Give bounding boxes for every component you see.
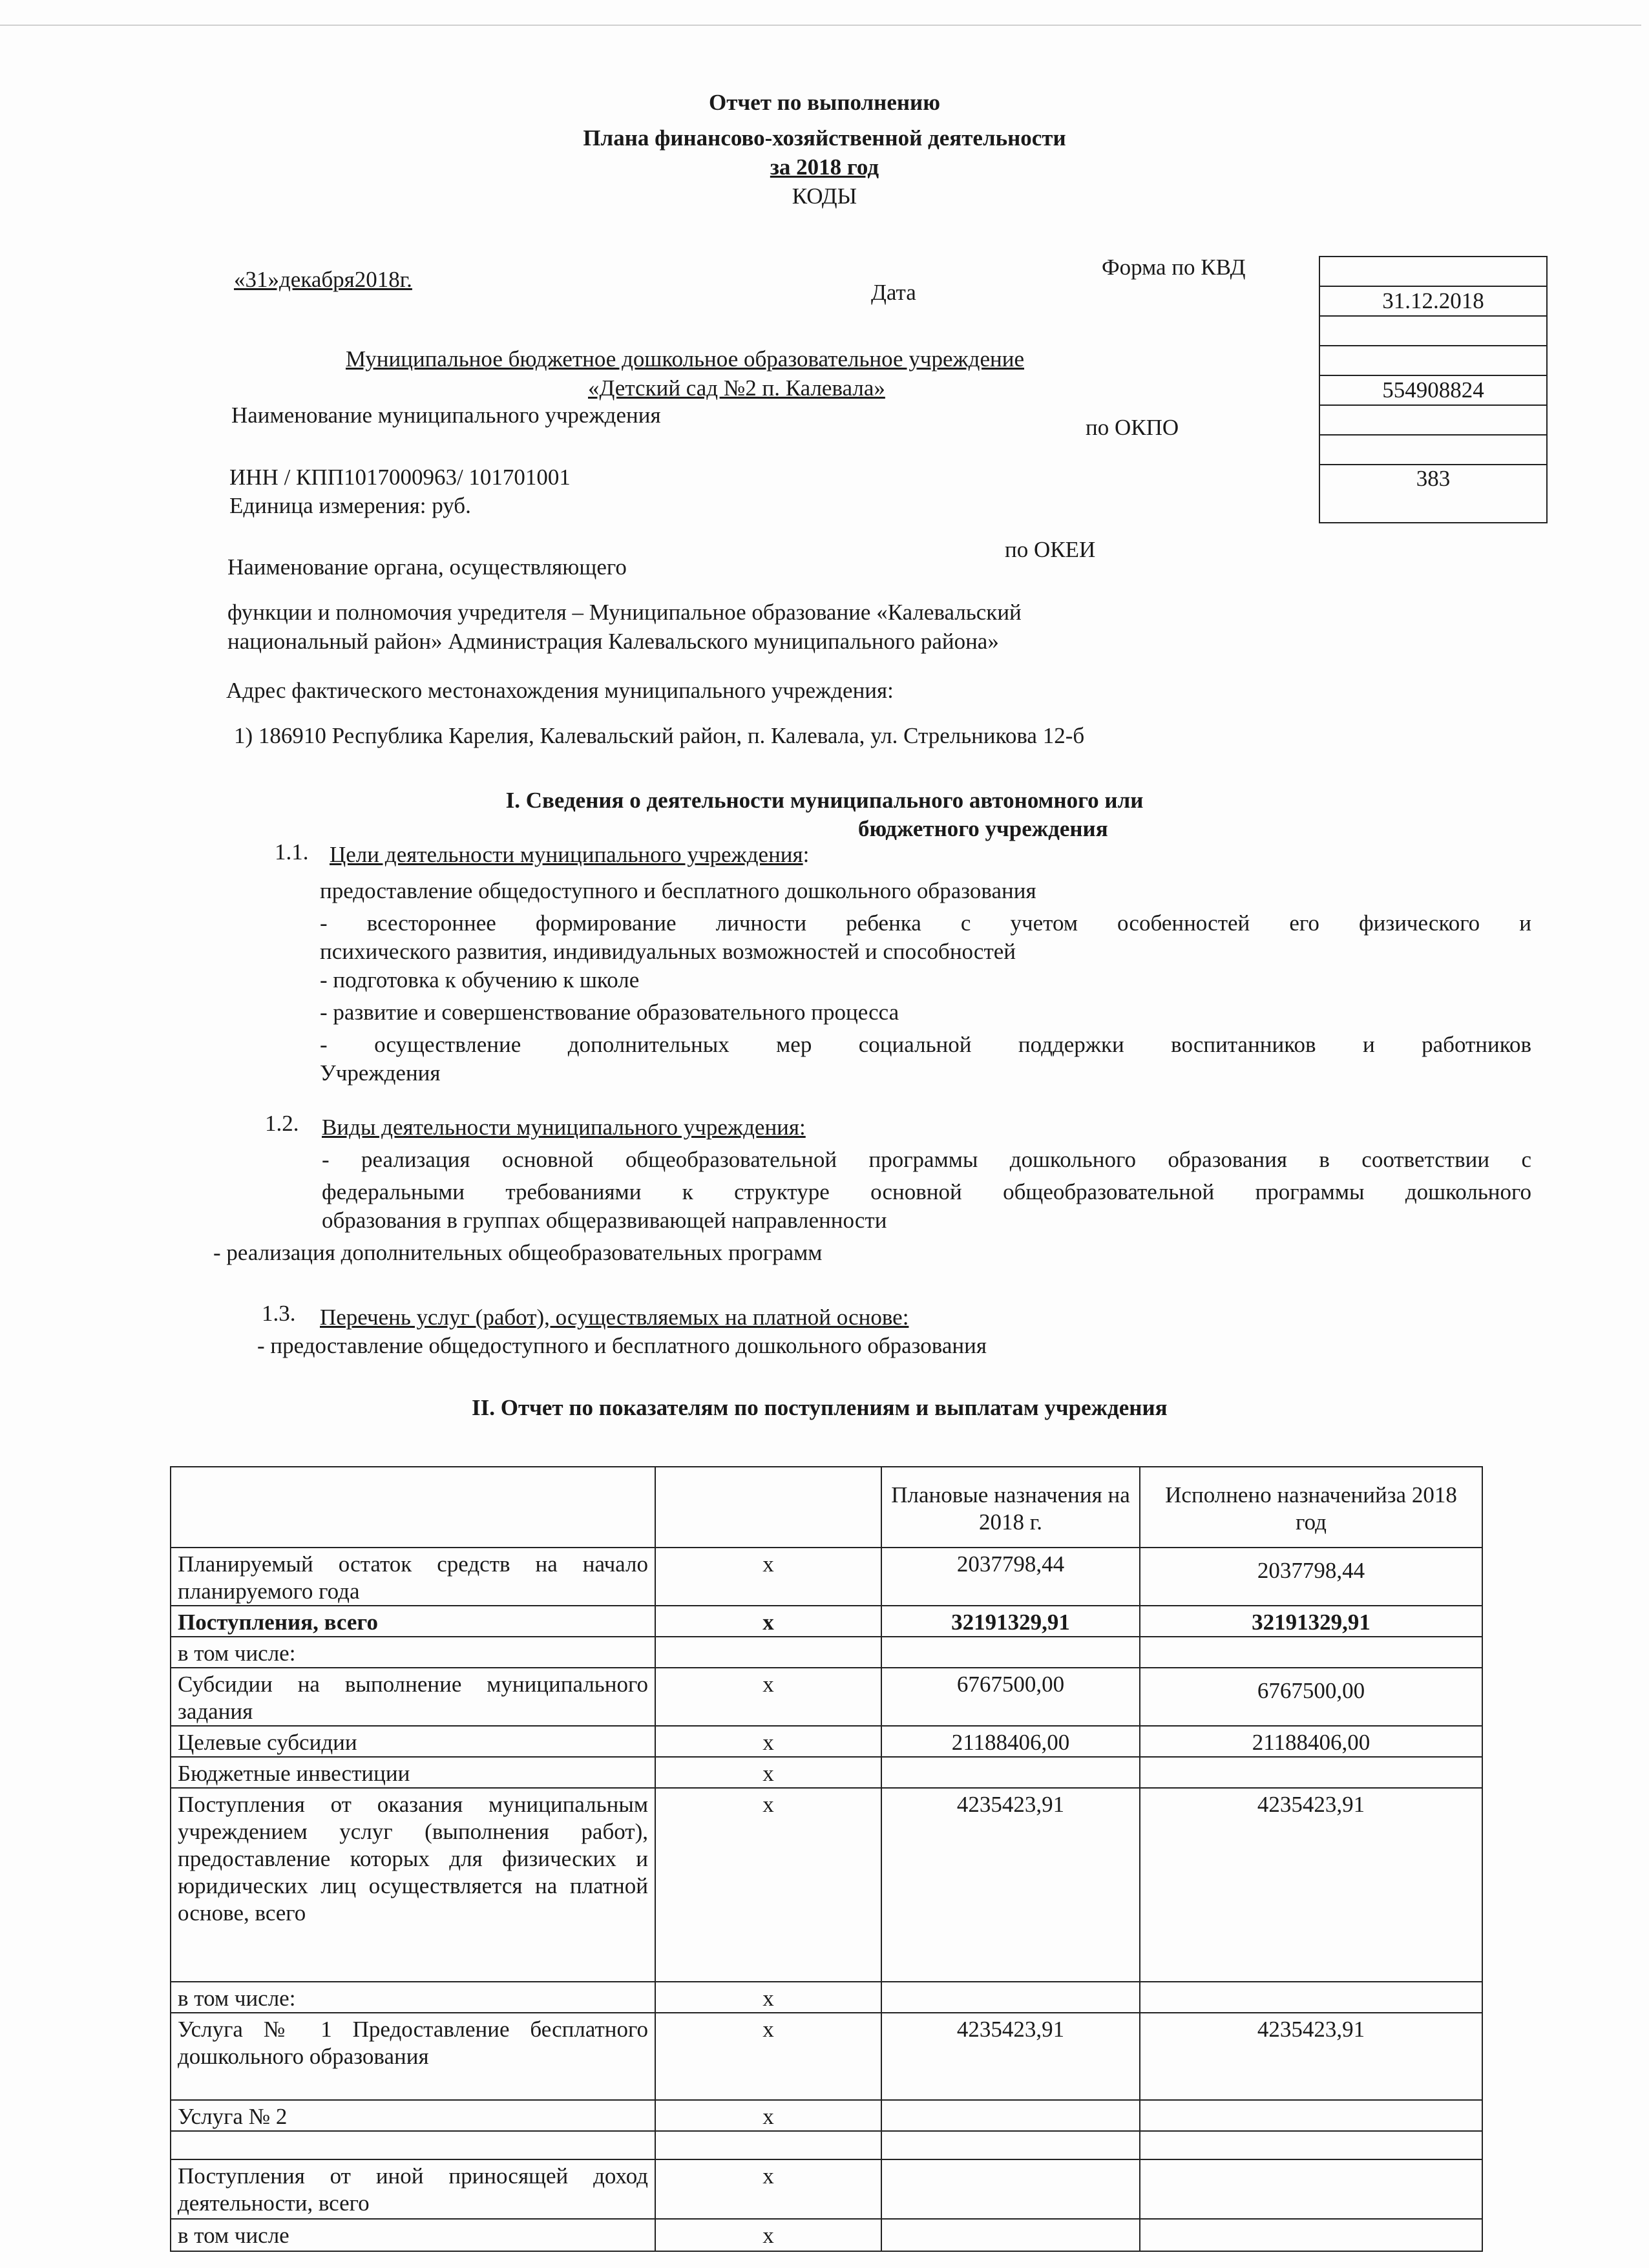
row-code: x [655,2013,881,2100]
row-plan [881,2131,1140,2159]
goal-item: - подготовка к обучению к школе [320,967,640,992]
row-done [1140,2219,1482,2251]
row-code: x [655,2219,881,2251]
codes-cell [1319,346,1547,375]
row-code: x [655,1982,881,2013]
row-done: 4235423,91 [1140,2013,1482,2100]
codes-cell-okpo: 554908824 [1319,375,1547,405]
codes-cell-okei: 383 [1319,465,1547,523]
report-title-line1: Отчет по выполнению [709,90,940,115]
form-kvd-label: Форма по КВД [1102,255,1246,280]
row-label: Услуга № 1 Предоставление бесплатного дошкольного образования [171,2013,655,2100]
row-plan: 21188406,00 [881,1726,1140,1757]
row-done: 21188406,00 [1140,1726,1482,1757]
header-cell-plan: Плановые назначения на 2018 г. [881,1467,1140,1548]
okei-label: по ОКЕИ [1005,537,1096,562]
table-row [171,2100,1482,2131]
row-plan [881,2219,1140,2251]
row-plan [881,1982,1140,2013]
row-done [1140,2100,1482,2131]
header-cell-code [655,1467,881,1548]
codes-cell [1319,405,1547,435]
table-row [171,1788,1482,1982]
row-plan: 32191329,91 [881,1606,1140,1637]
section-1-3-title: Перечень услуг (работ), осуществляемых на платной основе: [320,1305,909,1330]
table-row [171,1548,1482,1606]
row-label: Бюджетные инвестиции [171,1757,655,1788]
scan-edge-line [0,25,1641,26]
row-code: x [655,1757,881,1788]
row-code: x [655,1668,881,1726]
row-code: x [655,2159,881,2219]
section1-title-line1: I. Сведения о деятельности муниципального автономного или [505,788,1144,813]
codes-cell [1319,435,1547,465]
section-1-3-number: 1.3. [262,1301,296,1326]
row-done: 6767500,00 [1140,1668,1482,1726]
row-label [171,2131,655,2159]
row-label: Услуга № 2 [171,2100,655,2131]
table-row [171,2159,1482,2219]
codes-cell [1319,316,1547,346]
report-title-line2: Плана финансово-хозяйственной деятельности [583,125,1066,151]
founder-line3: национальный район» Администрация Калевальского муниципального района» [227,629,999,654]
inn-kpp: ИНН / КПП1017000963/ 101701001 [229,465,571,490]
header-cell-done: Исполнено назначенийза 2018 год [1140,1467,1482,1548]
row-done [1140,2131,1482,2159]
address-value: 1) 186910 Республика Карелия, Калевальский район, п. Калевала, ул. Стрельникова 12-б [234,723,1085,748]
row-label: в том числе: [171,1982,655,2013]
table-row [171,1668,1482,1726]
table-row [171,2219,1482,2251]
row-code: x [655,1788,881,1982]
codes-heading: КОДЫ [792,184,857,209]
section-1-2-title: Виды деятельности муниципального учреждения: [322,1115,806,1140]
row-label: Поступления от иной приносящей доход деятельности, всего [171,2159,655,2219]
row-label: Целевые субсидии [171,1726,655,1757]
row-code: x [655,1548,881,1606]
table-row [171,1637,1482,1668]
row-done [1140,1637,1482,1668]
table-header-row [171,1467,1482,1548]
row-done [1140,2159,1482,2219]
row-label: Планируемый остаток средств на начало планируемого года [171,1548,655,1606]
activity-item: образования в группах общеразвивающей направленности [322,1208,887,1233]
goal-item: - всестороннее формирование личности ребенка с учетом особенностей его физического и [320,910,1531,936]
row-done: 32191329,91 [1140,1606,1482,1637]
paid-service-item: - предоставление общедоступного и бесплатного дошкольного образования [257,1333,987,1358]
table-row [171,1982,1482,2013]
row-label: Поступления от оказания муниципальным учреждением услуг (выполнения работ), предоставление которых для физических и юридических лиц осуществляется на платной основе, всего [171,1788,655,1982]
founder-line2: функции и полномочия учредителя – Муниципальное образование «Калевальский [227,600,1022,625]
address-label: Адрес фактического местонахождения муниципального учреждения: [226,678,894,703]
row-plan [881,1757,1140,1788]
goal-item: предоставление общедоступного и бесплатного дошкольного образования [320,878,1036,903]
row-plan [881,2100,1140,2131]
table-row [171,2013,1482,2100]
row-label: в том числе [171,2219,655,2251]
founder-label-line1: Наименование органа, осуществляющего [227,554,627,580]
institution-name-line2: «Детский сад №2 п. Калевала» [588,375,885,401]
row-plan: 2037798,44 [881,1548,1140,1606]
table-row [171,1757,1482,1788]
header-cell-indicator [171,1467,655,1548]
row-code: x [655,1726,881,1757]
row-code [655,2131,881,2159]
codes-cell [1319,257,1547,286]
row-label: Субсидии на выполнение муниципального задания [171,1668,655,1726]
row-plan: 6767500,00 [881,1668,1140,1726]
goal-item: - осуществление дополнительных мер социальной поддержки воспитанников и работников [320,1032,1531,1057]
section2-title: II. Отчет по показателям по поступлениям и выплатам учреждения [472,1395,1168,1420]
activity-item: - реализация основной общеобразовательной программы дошкольного образования в соответствии с [322,1147,1531,1172]
goal-item: - развитие и совершенствование образовательного процесса [320,1000,899,1025]
row-label: в том числе: [171,1637,655,1668]
finance-table [170,1466,1483,2252]
row-plan: 4235423,91 [881,1788,1140,1982]
row-code: x [655,2100,881,2131]
section-1-1-number: 1.1. [275,839,309,865]
row-done: 2037798,44 [1140,1548,1482,1606]
row-code: x [655,1606,881,1637]
goal-item: психического развития, индивидуальных возможностей и способностей [320,939,1016,964]
date-label: Дата [871,280,916,305]
activity-item: - реализация дополнительных общеобразовательных программ [213,1240,823,1265]
report-title-year: за 2018 год [770,154,879,180]
institution-name-line1: Муниципальное бюджетное дошкольное образовательное учреждение [346,346,1024,372]
codes-cell-date: 31.12.2018 [1319,286,1547,316]
row-done: 4235423,91 [1140,1788,1482,1982]
row-done [1140,1757,1482,1788]
institution-name-label: Наименование муниципального учреждения [231,403,661,428]
section1-title-line2: бюджетного учреждения [858,816,1108,841]
row-code [655,1637,881,1668]
section-1-1-colon: : [803,842,810,867]
section-1-1-title: Цели деятельности муниципального учреждения [330,842,803,867]
row-plan [881,1637,1140,1668]
table-row [171,1606,1482,1637]
table-row [171,1726,1482,1757]
section-1-2-number: 1.2. [265,1111,299,1136]
activity-item: федеральными требованиями к структуре основной общеобразовательной программы дошкольного [322,1179,1531,1204]
row-done [1140,1982,1482,2013]
report-date: «31»декабря2018г. [234,267,412,292]
row-label: Поступления, всего [171,1606,655,1637]
table-row [171,2131,1482,2159]
okpo-label: по ОКПО [1086,415,1179,440]
row-plan [881,2159,1140,2219]
goal-item: Учреждения [320,1060,441,1086]
unit-of-measure: Единица измерения: руб. [229,493,471,518]
codes-box [1319,256,1548,523]
row-plan: 4235423,91 [881,2013,1140,2100]
